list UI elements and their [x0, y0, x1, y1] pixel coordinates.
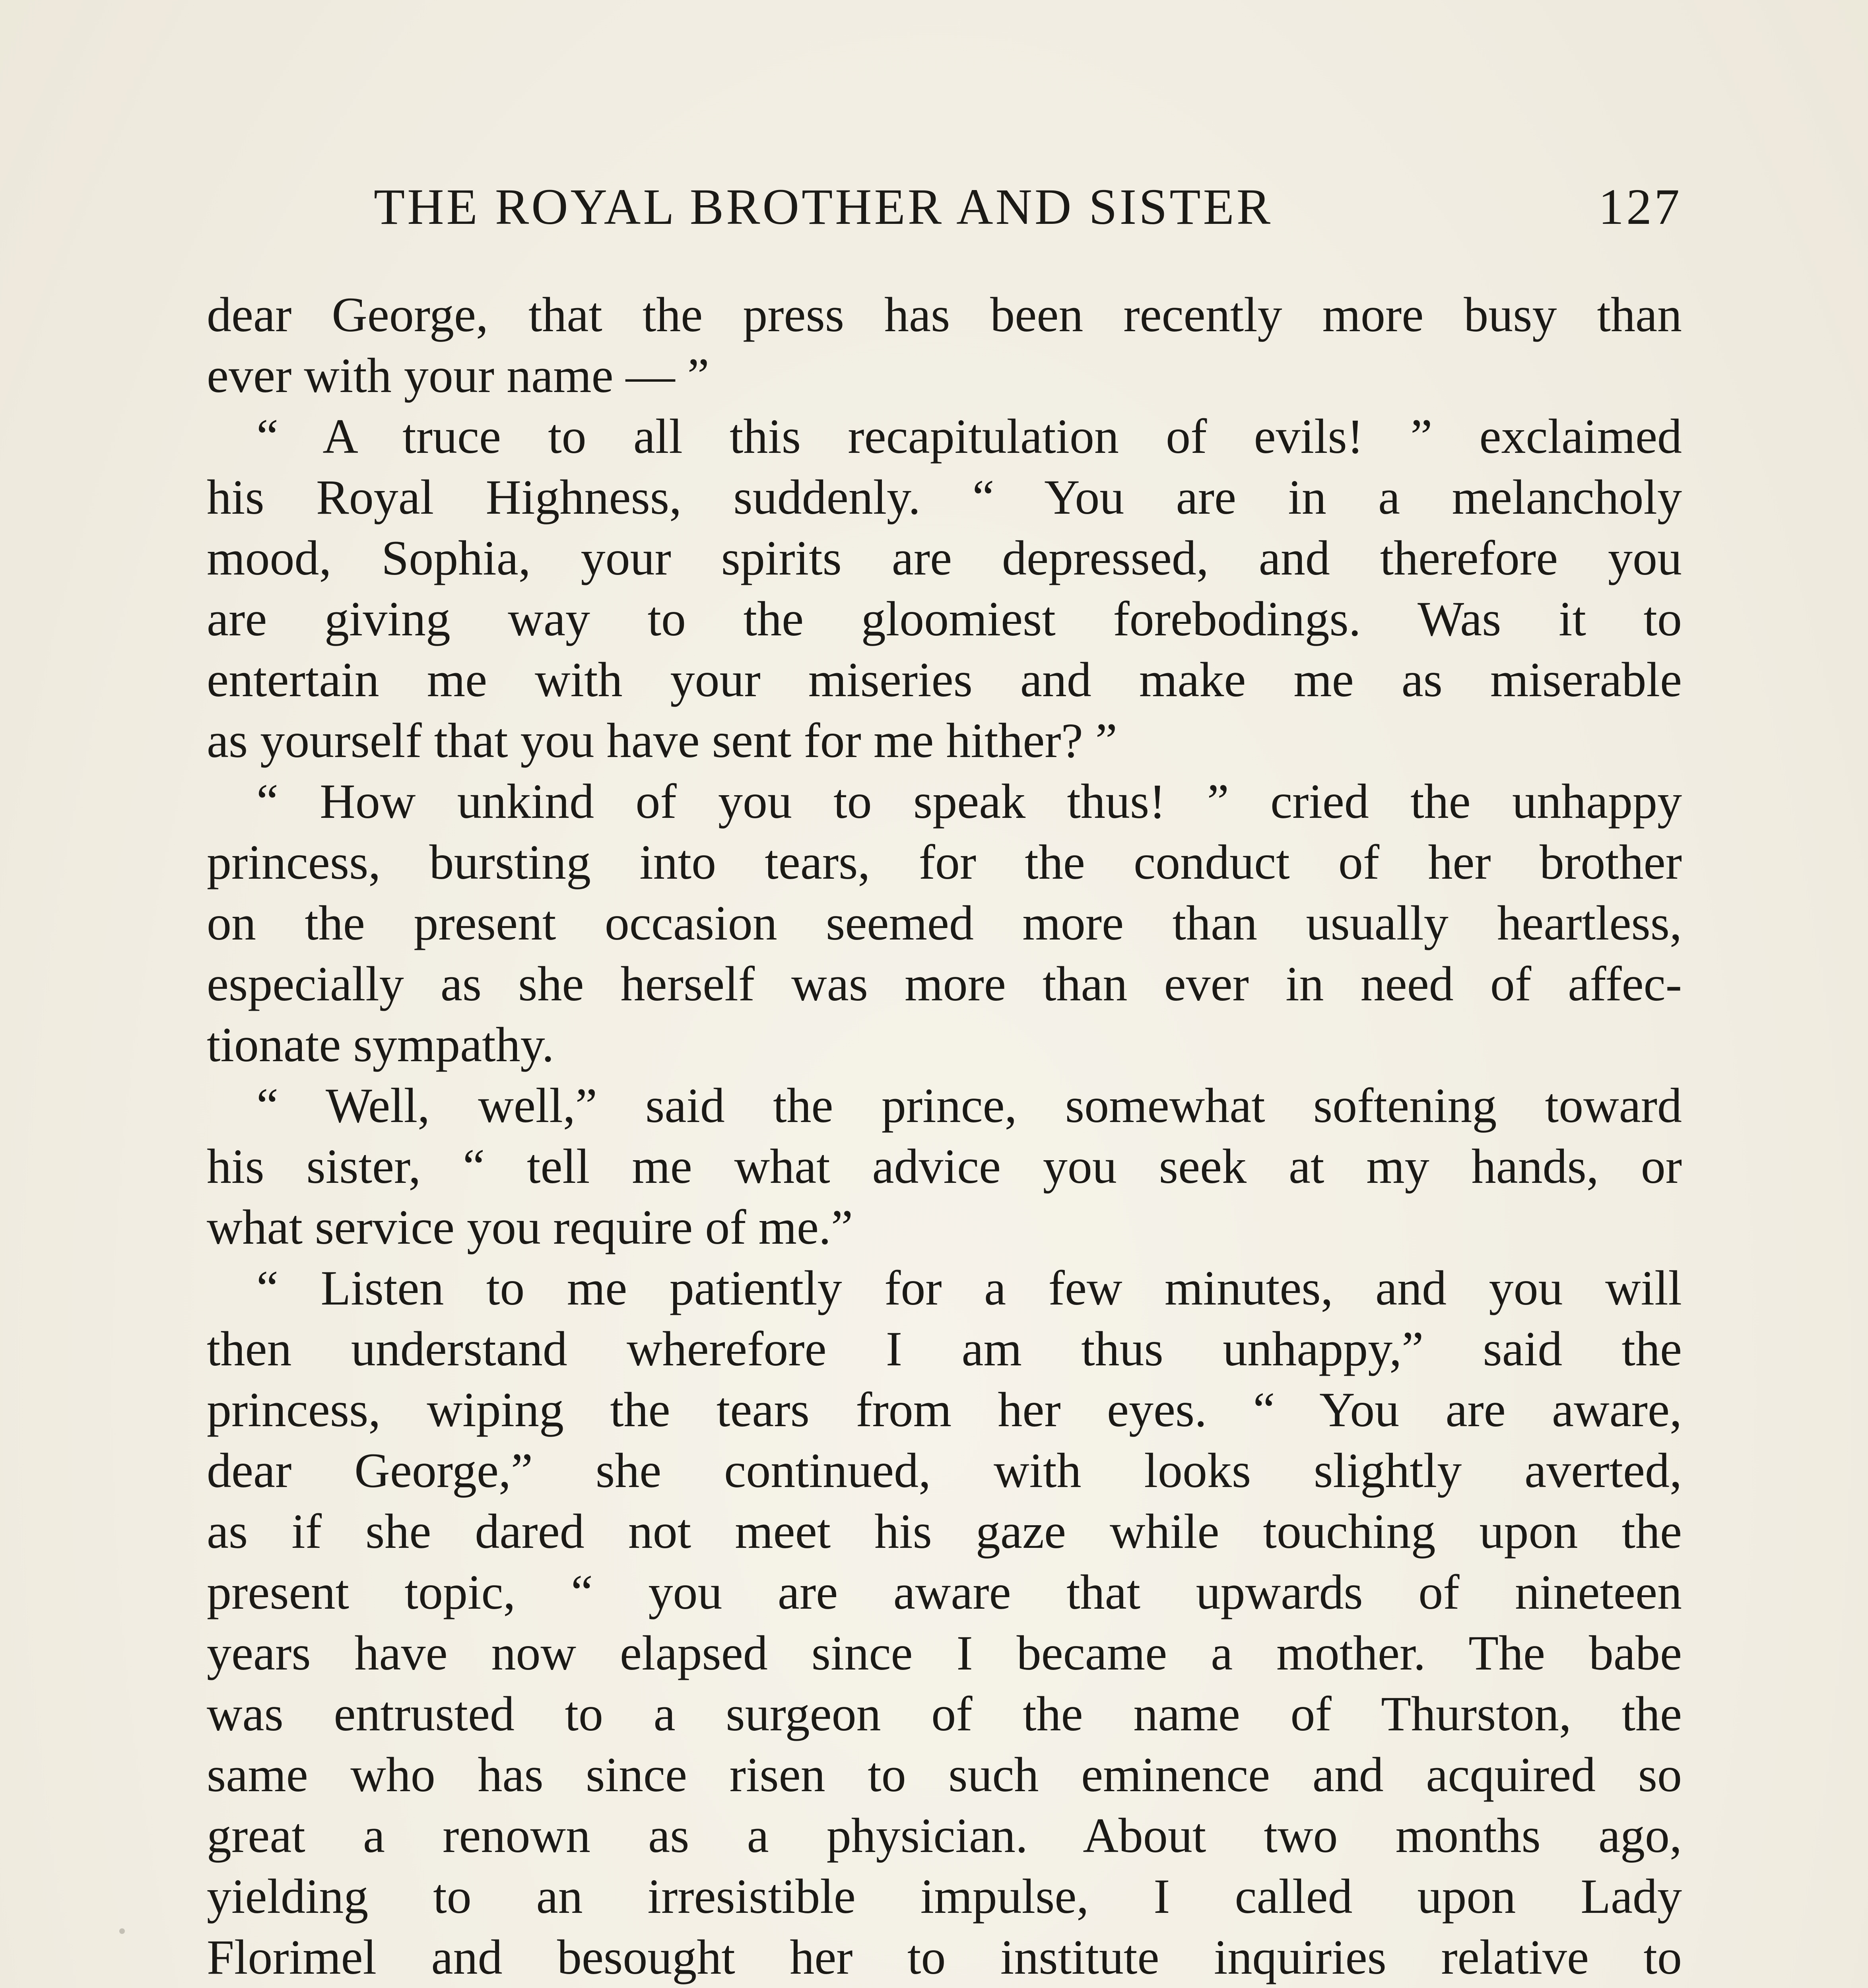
- text-line: “ Well, well,” said the prince, somewhat softening toward: [256, 1078, 1682, 1133]
- text-line: tionate sympathy.: [207, 1017, 554, 1072]
- running-title: THE ROYAL BROTHER AND SISTER: [374, 179, 1273, 235]
- paper-speck: [119, 1928, 125, 1934]
- text-line: same who has since risen to such eminence and acquired so: [207, 1747, 1682, 1802]
- text-line: “ How unkind of you to speak thus! ” cried the unhappy: [256, 774, 1682, 829]
- text-line: especially as she herself was more than ever in need of affec-: [207, 957, 1682, 1011]
- page-number: 127: [1598, 179, 1682, 235]
- text-line: “ Listen to me patiently for a few minutes, and you will: [256, 1261, 1682, 1315]
- body-text: [207, 284, 1682, 1988]
- text-line: present topic, “ you are aware that upwards of nineteen: [207, 1565, 1682, 1619]
- text-line: dear George,” she continued, with looks slightly averted,: [207, 1443, 1682, 1498]
- text-line: his Royal Highness, suddenly. “ You are in a melancholy: [207, 470, 1682, 524]
- text-line: ever with your name — ”: [207, 348, 709, 403]
- text-line: are giving way to the gloomiest forebodings. Was it to: [207, 592, 1682, 646]
- text-line: great a renown as a physician. About two months ago,: [207, 1808, 1682, 1863]
- running-header: [374, 171, 1682, 243]
- text-line: what service you require of me.”: [207, 1200, 853, 1254]
- text-line: princess, bursting into tears, for the conduct of her brother: [207, 835, 1682, 889]
- text-line: entertain me with your miseries and make me as miserable: [207, 652, 1682, 707]
- text-line: yielding to an irresistible impulse, I called upon Lady: [207, 1869, 1682, 1924]
- text-line: “ A truce to all this recapitulation of evils! ” exclaimed: [256, 409, 1682, 464]
- text-line: years have now elapsed since I became a mother. The babe: [207, 1626, 1682, 1680]
- text-line: was entrusted to a surgeon of the name of Thurston, the: [207, 1687, 1682, 1741]
- text-line: as if she dared not meet his gaze while touching upon the: [207, 1504, 1682, 1559]
- text-line: dear George, that the press has been recently more busy than: [207, 287, 1682, 342]
- text-line: Florimel and besought her to institute inquiries relative to: [207, 1930, 1682, 1984]
- text-line: his sister, “ tell me what advice you seek at my hands, or: [207, 1139, 1682, 1194]
- text-line: princess, wiping the tears from her eyes. “ You are aware,: [207, 1382, 1682, 1437]
- text-line: as yourself that you have sent for me hither? ”: [207, 713, 1117, 768]
- text-line: mood, Sophia, your spirits are depressed, and therefore you: [207, 531, 1682, 585]
- text-line: on the present occasion seemed more than usually heartless,: [207, 896, 1682, 950]
- text-line: then understand wherefore I am thus unhappy,” said the: [207, 1322, 1682, 1376]
